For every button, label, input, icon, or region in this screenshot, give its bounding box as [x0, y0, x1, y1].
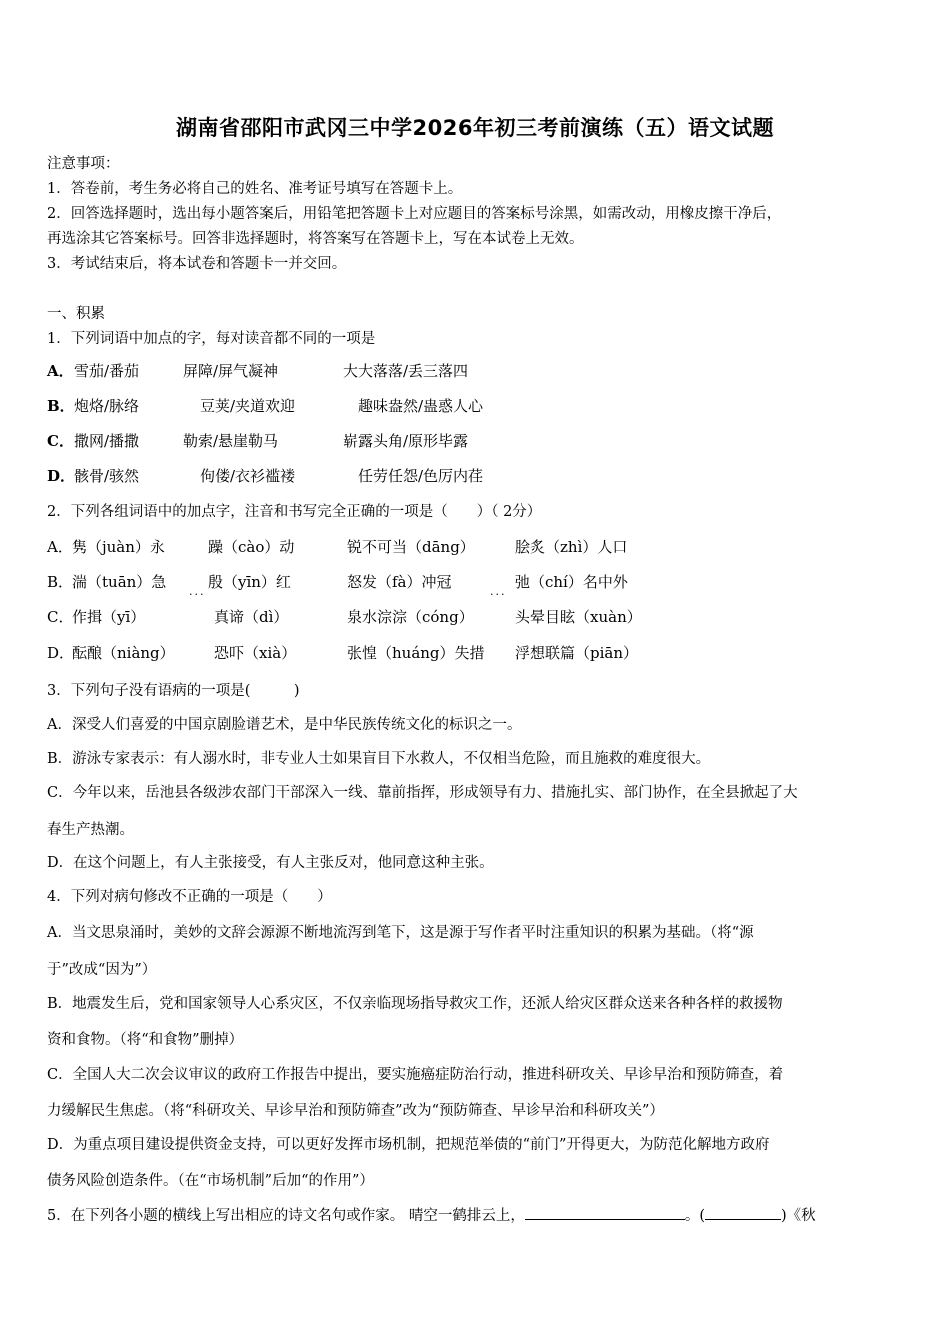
question-4-option-c: C．全国人大二次会议审议的政府工作报告中提出，要实施癌症防治行动，推进科研攻关、早诊早治和预防筛查，着: [47, 1067, 784, 1083]
option-label: A．: [47, 362, 74, 380]
option-text: 趣味盎然/蛊惑人心: [358, 397, 484, 415]
option-text: 真谛（dì）: [214, 608, 289, 626]
question-3-stem: 3．下列句子没有语病的一项是( ): [47, 683, 300, 699]
option-text: 豆荚/夹道欢迎: [200, 397, 296, 415]
option-text: 酝酿（niàng）: [72, 644, 175, 662]
option-label: D．: [47, 467, 76, 485]
question-4-option-d-cont: 债务风险创造条件。（在“市场机制”后加“的作用”）: [47, 1173, 374, 1189]
option-text: 怒发（fà）冲冠: [347, 573, 452, 591]
option-text: 佝偻/衣衫褴褛: [200, 467, 296, 485]
question-4-option-b: B．地震发生后，党和国家领导人心系灾区，不仅亲临现场指导救灾工作，还派人给灾区群众送来各种各样的救援物: [47, 996, 783, 1012]
option-text: 勒索/悬崖勒马: [183, 432, 279, 450]
question-3-option-a: A．深受人们喜爱的中国京剧脸谱艺术，是中华民族传统文化的标识之一。: [47, 717, 522, 733]
option-text: 屏障/屏气凝神: [183, 362, 279, 380]
option-text: 恐吓（xià）: [214, 644, 297, 662]
notice-item: 再选涂其它答案标号。回答非选择题时，将答案写在答题卡上，写在本试卷上无效。: [47, 231, 584, 247]
question-4-option-d: D．为重点项目建设提供资金支持，可以更好发挥市场机制，把规范举债的“前门”开得更大，为防范化解地方政府: [47, 1137, 770, 1153]
notice-item: 3．考试结束后，将本试卷和答题卡一并交回。: [47, 256, 347, 272]
option-text: 湍（tuān）急: [72, 573, 167, 591]
option-label: A．: [47, 538, 73, 556]
option-text: 骸骨/骇然: [74, 467, 140, 485]
question-4-option-c-cont: 力缓解民生焦虑。（将“科研攻关、早诊早治和预防筛查”改为“预防筛查、早诊早治和科研攻关”）: [47, 1103, 664, 1119]
option-text: 殷（yīn）红: [208, 573, 291, 591]
option-label: B．: [47, 397, 75, 415]
option-text: 锐不可当（dāng）: [347, 538, 475, 556]
option-text: 任劳任怨/色厉内荏: [358, 467, 484, 485]
question-3-option-c-cont: 春生产热潮。: [47, 822, 134, 838]
option-text: 撒网/播撒: [74, 432, 140, 450]
option-text: 作揖（yī）: [72, 608, 146, 626]
option-text: 泉水淙淙（cóng）: [347, 608, 474, 626]
question-5-mid: 。(: [684, 1208, 706, 1224]
option-text: 崭露头角/原形毕露: [343, 432, 469, 450]
question-4-option-a-cont: 于”改成“因为”）: [47, 962, 157, 978]
notice-item: 2．回答选择题时，选出每小题答案后，用铅笔把答题卡上对应题目的答案标号涂黑，如需改动，用橡皮擦干净后，: [47, 206, 782, 222]
option-text: 张惶（huáng）失措: [347, 644, 485, 662]
page-title: 湖南省邵阳市武冈三中学2026年初三考前演练（五）语文试题: [176, 116, 774, 140]
notice-item: 1．答卷前，考生务必将自己的姓名、准考证号填写在答题卡上。: [47, 181, 463, 197]
option-text: 雪茄/番茄: [74, 362, 140, 380]
emphasis-dots: ...: [490, 585, 507, 598]
notice-heading: 注意事项：: [47, 156, 120, 172]
question-1-stem: 1．下列词语中加点的字，每对读音都不同的一项是: [47, 331, 376, 347]
author-blank[interactable]: [705, 1205, 781, 1220]
option-text: 大大落落/丢三落四: [343, 362, 469, 380]
option-text: 弛（chí）名中外: [515, 573, 628, 591]
answer-blank[interactable]: [525, 1205, 685, 1220]
question-5-stem: [47, 1204, 816, 1225]
question-2-stem: 2．下列各组词语中的加点字，注音和书写完全正确的一项是（ ）（ 2分）: [47, 504, 542, 520]
section-heading: 一、积累: [47, 306, 105, 322]
question-5-end: )《秋: [781, 1208, 816, 1224]
option-text: 炮烙/脉络: [74, 397, 140, 415]
emphasis-dots: ...: [189, 585, 206, 598]
option-label: B．: [47, 573, 74, 591]
question-3-option-c: C．今年以来，岳池县各级涉农部门干部深入一线、靠前指挥，形成领导有力、措施扎实、部门协作，在全县掀起了大: [47, 785, 798, 801]
option-label: D．: [47, 644, 75, 662]
option-label: C．: [47, 432, 74, 450]
question-4-option-a: A．当文思泉涌时，美妙的文辞会源源不断地流泻到笔下，这是源于写作者平时注重知识的积累为基础。（将“源: [47, 925, 754, 941]
question-5-text: 5．在下列各小题的横线上写出相应的诗文名句或作家。 晴空一鹤排云上，: [47, 1208, 525, 1224]
question-3-option-b: B．游泳专家表示：有人溺水时，非专业人士如果盲目下水救人，不仅相当危险，而且施救的难度很大。: [47, 751, 711, 767]
question-4-stem: 4．下列对病句修改不正确的一项是（ ）: [47, 889, 332, 905]
question-4-option-b-cont: 资和食物。（将“和食物”删掉）: [47, 1032, 244, 1048]
option-text: 躁（cào）动: [208, 538, 295, 556]
option-text: 头晕目眩（xuàn）: [515, 608, 642, 626]
option-label: C．: [47, 608, 74, 626]
question-3-option-d: D．在这个问题上，有人主张接受，有人主张反对，他同意这种主张。: [47, 855, 494, 871]
option-text: 脍炙（zhì）人口: [515, 538, 628, 556]
option-text: 隽（juàn）永: [72, 538, 165, 556]
option-text: 浮想联篇（piān）: [515, 644, 639, 662]
